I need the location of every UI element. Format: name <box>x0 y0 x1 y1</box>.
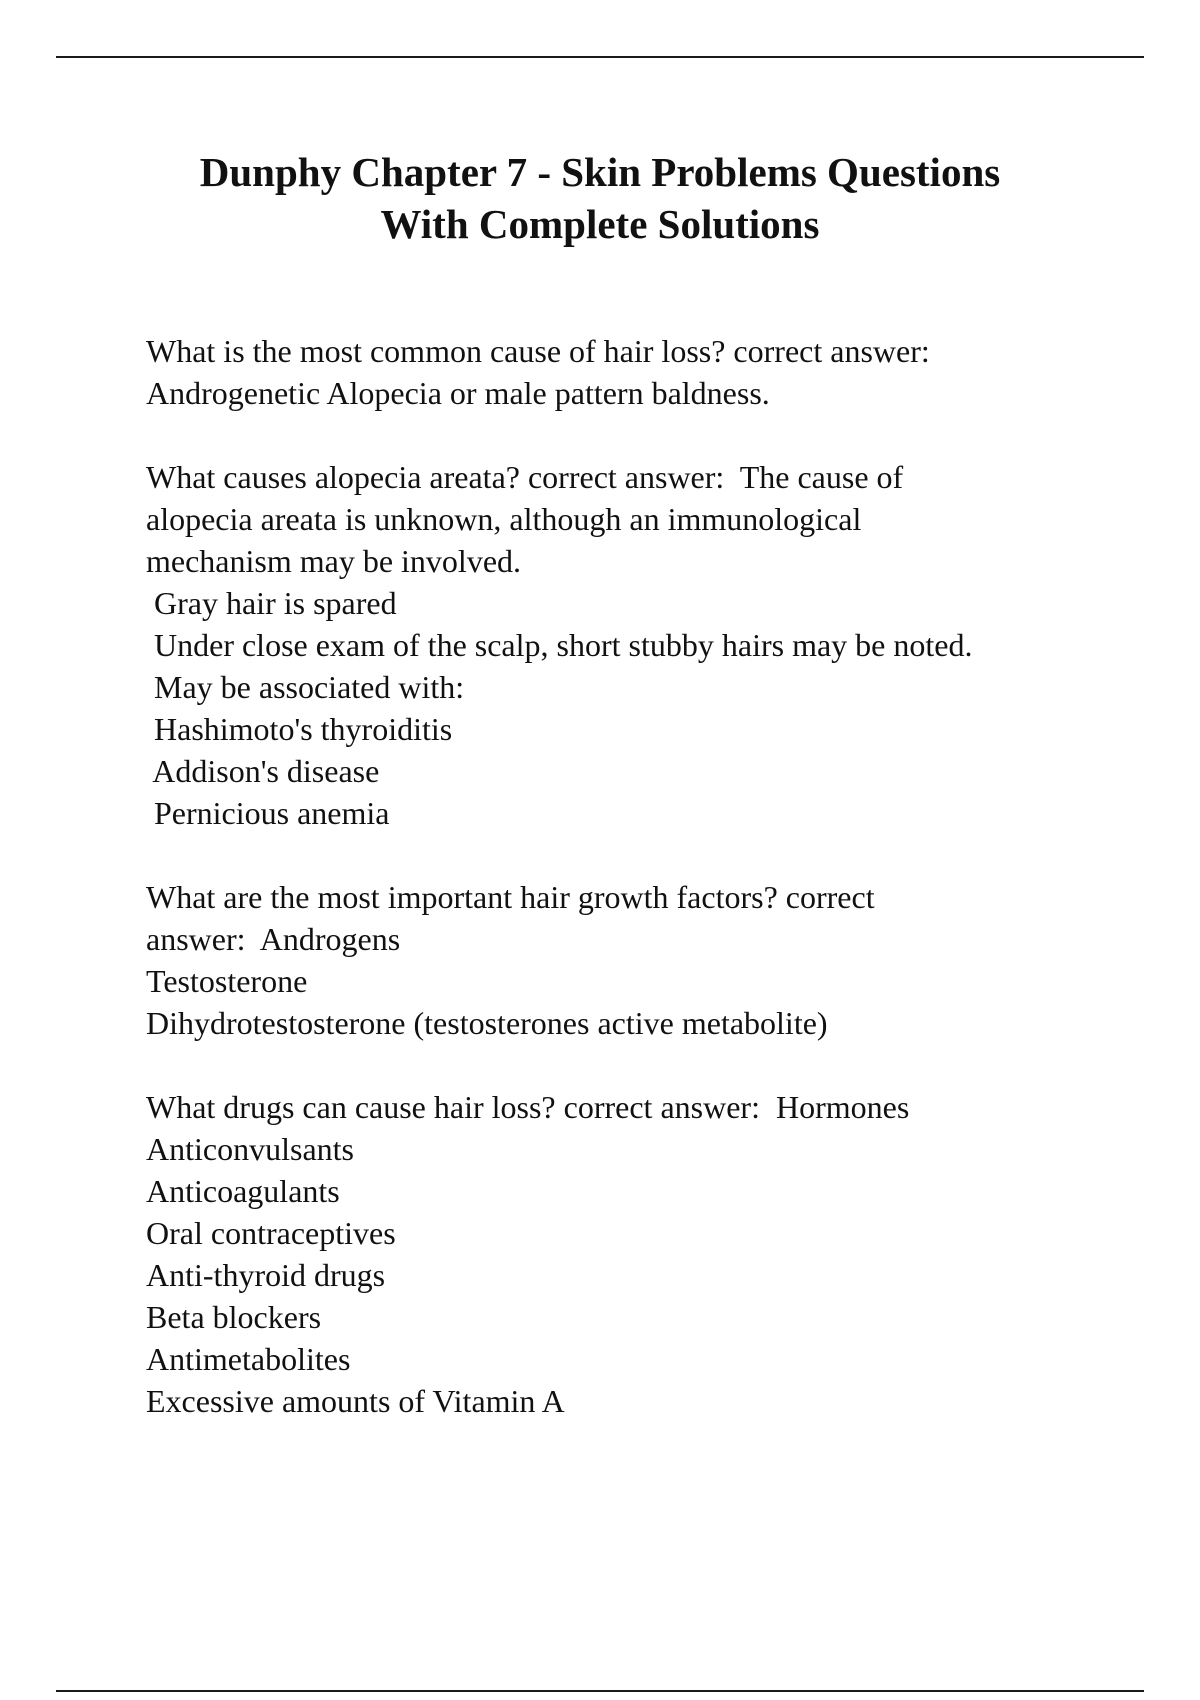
qa-item-hair-growth-factors <box>146 876 1146 1044</box>
qa-line: Addison's disease <box>146 753 380 789</box>
qa-line: Pernicious anemia <box>146 795 390 831</box>
qa-line: answer: Androgens <box>146 921 401 957</box>
document-body <box>146 330 1146 1464</box>
qa-line: Excessive amounts of Vitamin A <box>146 1383 565 1419</box>
qa-line: Anticonvulsants <box>146 1131 354 1167</box>
qa-line: Beta blockers <box>146 1299 322 1335</box>
top-divider <box>56 56 1144 58</box>
qa-line: Androgenetic Alopecia or male pattern baldness. <box>146 375 770 411</box>
qa-line: Hashimoto's thyroiditis <box>146 711 453 747</box>
qa-line: alopecia areata is unknown, although an immunological <box>146 501 862 537</box>
title-line-2: With Complete Solutions <box>380 201 820 247</box>
bottom-divider <box>56 1690 1144 1692</box>
qa-line: Under close exam of the scalp, short stubby hairs may be noted. <box>146 627 973 663</box>
qa-line: Testosterone <box>146 963 308 999</box>
qa-line: Oral contraceptives <box>146 1215 396 1251</box>
qa-line: May be associated with: <box>146 669 465 705</box>
title-line-1: Dunphy Chapter 7 - Skin Problems Questions <box>199 149 1001 195</box>
qa-line: What is the most common cause of hair loss? correct answer: <box>146 333 930 369</box>
qa-item-drugs-hair-loss <box>146 1086 1146 1422</box>
qa-line: Gray hair is spared <box>146 585 397 621</box>
qa-item-hair-loss-cause <box>146 330 1146 414</box>
qa-line: Antimetabolites <box>146 1341 351 1377</box>
qa-item-alopecia-areata <box>146 456 1146 834</box>
qa-line: mechanism may be involved. <box>146 543 522 579</box>
qa-line: What causes alopecia areata? correct answer: The cause of <box>146 459 904 495</box>
document-title <box>100 146 1100 250</box>
qa-line: Anticoagulants <box>146 1173 340 1209</box>
qa-line: What are the most important hair growth factors? correct <box>146 879 875 915</box>
qa-line: Anti-thyroid drugs <box>146 1257 386 1293</box>
qa-line: What drugs can cause hair loss? correct answer: Hormones <box>146 1089 910 1125</box>
qa-line: Dihydrotestosterone (testosterones active metabolite) <box>146 1005 828 1041</box>
